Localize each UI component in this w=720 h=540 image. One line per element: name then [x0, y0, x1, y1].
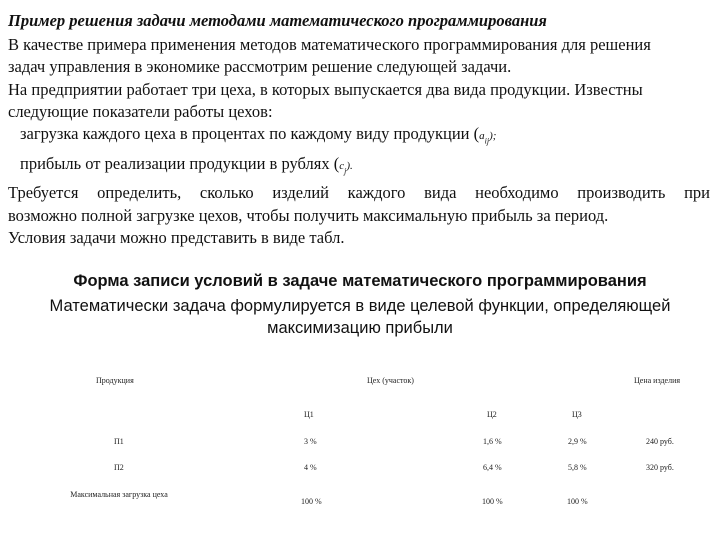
subscript-ij: ij	[484, 136, 490, 146]
row-p1-price: 240 руб.	[646, 437, 674, 446]
paragraph-line-4: следующие показатели работы цехов:	[8, 101, 273, 121]
row-max-shop3: 100 %	[567, 497, 588, 506]
header-shop-2: Ц2	[487, 410, 497, 419]
problem-description	[8, 34, 710, 249]
bullet-load	[8, 123, 710, 153]
table-subtitle	[20, 295, 700, 339]
subscript-j: j	[344, 166, 347, 176]
row-max-shop1: 100 %	[301, 497, 322, 506]
paragraph-line-7: Требуется определить, сколько изделий каждого вида необходимо производить при	[8, 183, 710, 203]
row-name-p1: П1	[114, 437, 124, 446]
page-title: Пример решения задачи методами математического программирования	[8, 11, 547, 30]
table-title: Форма записи условий в задаче математического программирования	[73, 272, 647, 290]
header-price: Цена изделия	[634, 376, 681, 385]
row-name-p2: П2	[114, 463, 124, 472]
row-p1-shop2: 1,6 %	[483, 437, 502, 446]
variable-a: a	[479, 130, 485, 143]
paragraph-line-3: На предприятии работает три цеха, в которых выпускается два вида продукции. Известны	[8, 79, 643, 99]
paragraph-line-9: Условия задачи можно представить в виде табл.	[8, 227, 345, 247]
paragraph-line-2: задач управления в экономике рассмотрим решение следующей задачи.	[8, 57, 512, 77]
row-p1-shop3: 2,9 %	[568, 437, 587, 446]
header-shop-3: Ц3	[572, 410, 582, 419]
row-name-max-load: Максимальная загрузка цеха	[70, 490, 168, 499]
header-shop-1: Ц1	[304, 410, 314, 419]
bullet-profit-end: ).	[346, 159, 353, 172]
table-subtitle-line-1: Математически задача формулируется в виде целевой функции, определяющей	[49, 297, 671, 315]
bullet-profit	[8, 153, 710, 183]
table-subtitle-line-2: максимизацию прибыли	[267, 319, 453, 337]
paragraph-line-8: возможно полной загрузке цехов, чтобы получить максимальную прибыль за период.	[8, 205, 609, 225]
bullet-load-text: загрузка каждого цеха в процентах по каждому виду продукции (	[20, 124, 480, 144]
header-product: Продукция	[96, 376, 134, 385]
paragraph-line-1: В качестве примера применения методов математического программирования для решения	[8, 35, 651, 54]
bullet-profit-text: прибыль от реализации продукции в рублях (	[20, 153, 340, 173]
row-p1-shop1: 3 %	[304, 437, 317, 446]
row-p2-shop1: 4 %	[304, 463, 317, 472]
row-p2-shop2: 6,4 %	[483, 463, 502, 472]
row-p2-price: 320 руб.	[646, 463, 674, 472]
header-shop: Цех (участок)	[367, 376, 414, 385]
variable-c: c	[339, 159, 345, 172]
row-p2-shop3: 5,8 %	[568, 463, 587, 472]
row-max-shop2: 100 %	[482, 497, 503, 506]
bullet-load-end: );	[489, 130, 497, 143]
